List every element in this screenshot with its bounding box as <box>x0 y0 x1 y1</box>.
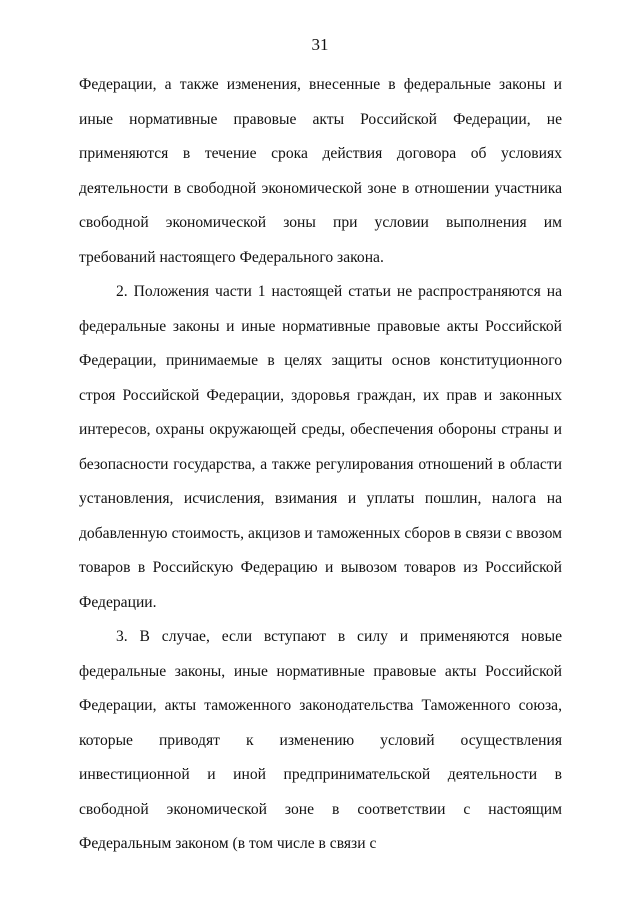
paragraph-item-3: 3. В случае, если вступают в силу и применяются новые федеральные законы, иные нормативные правовые акты Российской Федерации, акты таможенного законодательства Таможенного союза, которые приводят к изменению условий осуществления инвестиционной и иной предпринимательской деятельности в свободной экономической зоне в соответствии с настоящим Федеральным законом (в том числе в связи с <box>79 628 562 852</box>
document-body <box>79 68 562 862</box>
paragraph-continuation: Федерации, а также изменения, внесенные в федеральные законы и иные нормативные правовые акты Российской Федерации, не применяются в течение срока действия договора об условиях деятельности в свободной экономической зоне в отношении участника свободной экономической зоны при условии выполнения им требований настоящего Федерального закона. <box>79 76 562 266</box>
page-number: 31 <box>311 35 329 54</box>
paragraph-item-2: 2. Положения части 1 настоящей статьи не распространяются на федеральные законы и иные нормативные правовые акты Российской Федерации, принимаемые в целях защиты основ конституционного строя Российской Федерации, здоровья граждан, их прав и законных интересов, охраны окружающей среды, обеспечения обороны страны и безопасности государства, а также регулирования отношений в области установления, исчисления, взимания и уплаты пошлин, налога на добавленную стоимость, акцизов и таможенных сборов в связи с ввозом товаров в Российскую Федерацию и вывозом товаров из Российской Федерации. <box>79 283 562 611</box>
